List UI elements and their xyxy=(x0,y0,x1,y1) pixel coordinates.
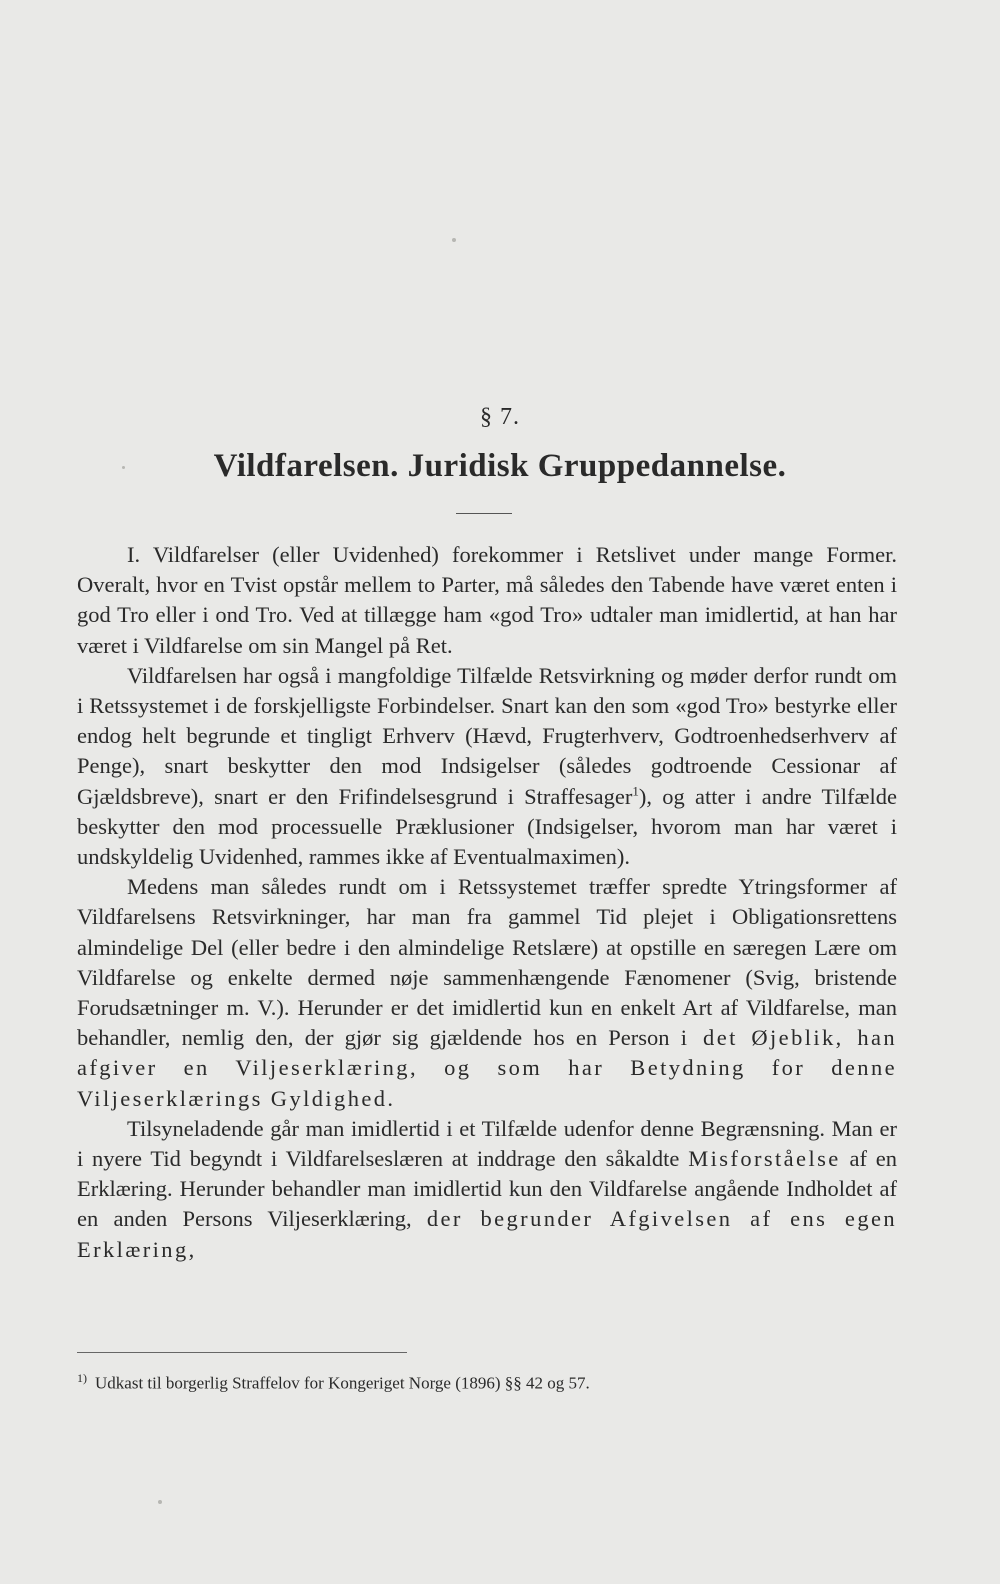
paragraph-3-text: Medens man således rundt om i Retssystemet træffer spredte Ytringsformer af Vildfarelsens Retsvirkninger, har man fra gammel Tid plejet i Obligationsrettens almindelige Del (eller bedre i den almindelige Retslære) at opstille en særegen Lære om Vildfarelse og enkelte dermed nøje sammenhængende Fænomener (Svig, bristende Forudsætninger m. V.). Herunder er det imidlertid kun en enkelt Art af Vildfarelse, man behandler, nemlig den, der gjør sig gjældende hos en Person xyxy=(77,874,897,1051)
paragraph-1-text: I. Vildfarelser (eller Uvidenhed) forekommer i Retslivet under mange Former. Overalt, hvor en Tvist opstår mellem to Parter, må således den Tabende have været enten i god Tro eller i ond Tro. Ved at tillægge ham «god Tro» udtaler man imidlertid, at han har været i Vildfarelse om sin Mangel på Ret. xyxy=(77,542,897,658)
paragraph-3-emphasis: i det Øjeblik, han afgiver en Viljeserklæring, og som har Betydning for denne Viljeserklærings Gyldighed. xyxy=(77,1025,898,1111)
paragraph-2 xyxy=(77,661,897,872)
paragraph-2-text-b: ), og atter i andre Tilfælde beskytter den mod processuelle Præklusioner (Indsigelser, hvorom man har været i undskyldelig Uvidenhed, rammes ikke af Eventualmaximen). xyxy=(77,783,897,870)
paragraph-4-text-b: af en Erklæring. Herunder behandler man imidlertid kun den Vildfarelse angående Indholdet af en anden Persons Viljeserklæring, xyxy=(77,1146,897,1232)
paragraph-2-text-a: Vildfarelsen har også i mangfoldige Tilfælde Retsvirkning og møder derfor rundt om i Retssystemet i de forskjelligste Forbindelser. Snart kan den som «god Tro» bestyrke eller endog helt begrunde et tingligt Erhverv (Hævd, Frugterhverv, Godtroenhedserhverv af Penge), snart beskytter den mod Indsigelser (således godtroende Cessionar af Gjældsbreve), snart er den Frifindelsesgrund i Straffesager xyxy=(77,662,897,809)
body-text xyxy=(77,540,897,1265)
paragraph-1 xyxy=(77,540,897,661)
footnote-marker: 1) xyxy=(77,1371,87,1385)
paragraph-4-text-a: Tilsyneladende går man imidlertid i et Tilfælde udenfor denne Begrænsning. Man er i nyere Tid begyndt i Vildfarelseslæren at inddrage den såkaldte xyxy=(77,1115,897,1172)
paragraph-4-emphasis-2: der begrunder Afgivelsen af ens egen Erklæring, xyxy=(77,1206,898,1262)
section-number: § 7. xyxy=(480,404,520,430)
paper-speck xyxy=(158,1500,162,1504)
paragraph-3 xyxy=(77,872,897,1114)
chapter-title: Vildfarelsen. Juridisk Gruppedannelse. xyxy=(213,448,787,484)
paper-speck xyxy=(122,466,125,469)
paragraph-4 xyxy=(77,1114,897,1265)
paper-speck xyxy=(452,238,456,242)
footnote-reference: 1 xyxy=(632,783,639,799)
footnote-text: Udkast til borgerlig Straffelov for Kongeriget Norge (1896) §§ 42 og 57. xyxy=(95,1373,590,1393)
footnote xyxy=(77,1366,897,1396)
title-divider xyxy=(456,513,512,514)
paragraph-4-emphasis-1: Misforståelse xyxy=(688,1146,841,1172)
footnote-divider xyxy=(77,1352,407,1353)
